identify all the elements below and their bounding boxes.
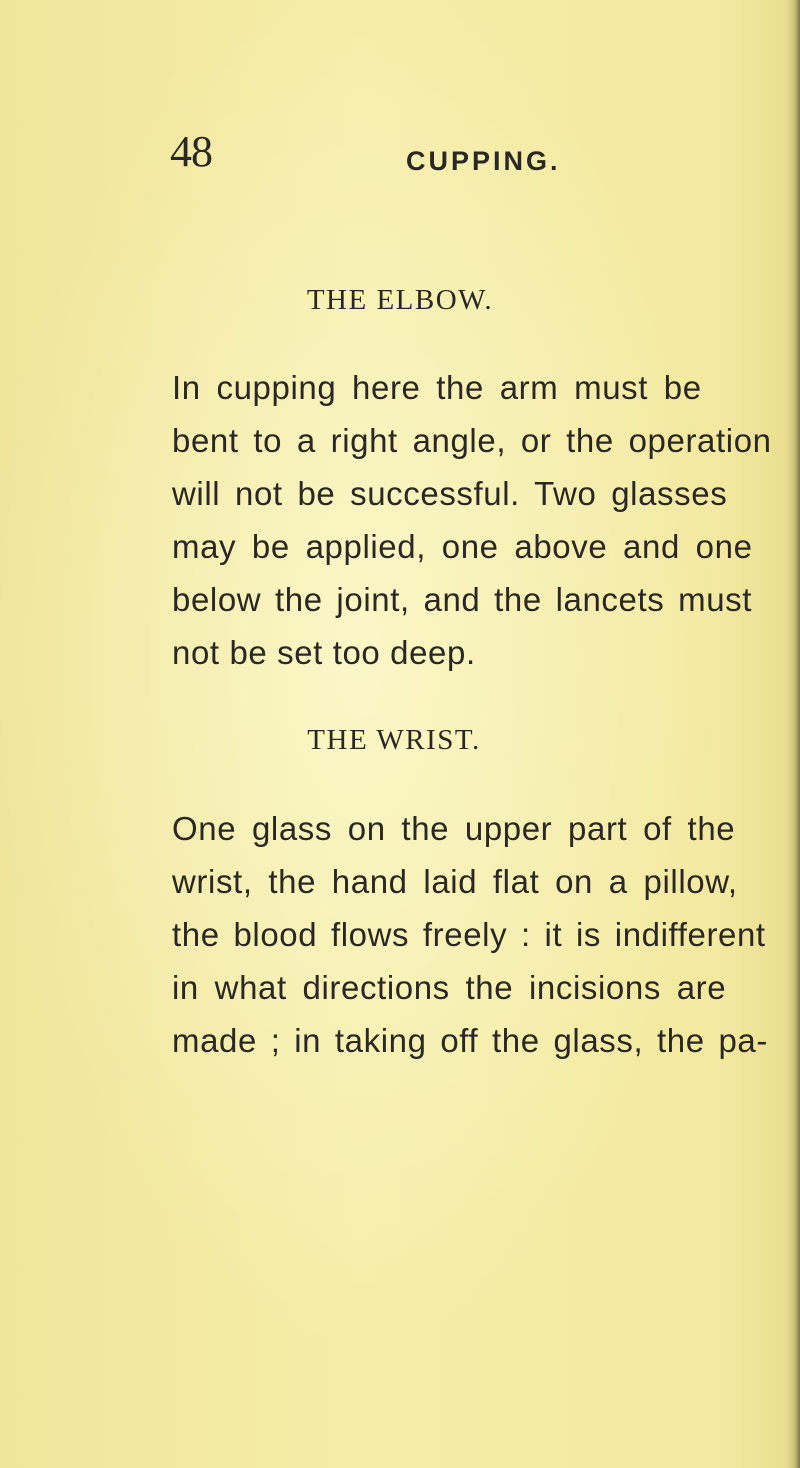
page-header (170, 127, 570, 190)
text-line: below the joint, and the lancets must (172, 581, 753, 618)
text-line: One glass on the upper part of the (172, 810, 736, 847)
paragraph-elbow (172, 361, 772, 679)
text-line: In cupping here the arm must be (172, 369, 702, 406)
text-line: the blood flows freely : it is indifferent (172, 916, 766, 953)
text-line: may be applied, one above and one (172, 528, 753, 565)
section-heading-elbow: THE ELBOW. (306, 284, 494, 316)
page-number: 48 (170, 127, 212, 176)
text-line: bent to a right angle, or the operation (172, 422, 772, 459)
running-head: CUPPING. (406, 146, 561, 176)
text-line: made ; in taking off the glass, the pa- (172, 1022, 768, 1059)
paragraph-wrist (172, 802, 772, 1067)
text-line: will not be successful. Two glasses (172, 475, 728, 512)
text-line: in what directions the incisions are (172, 969, 727, 1006)
text-line: not be set too deep. (172, 634, 476, 671)
page-edge-shadow (786, 0, 800, 1468)
section-heading-wrist: THE WRIST. (307, 724, 481, 756)
text-line: wrist, the hand laid flat on a pillow, (172, 863, 738, 900)
